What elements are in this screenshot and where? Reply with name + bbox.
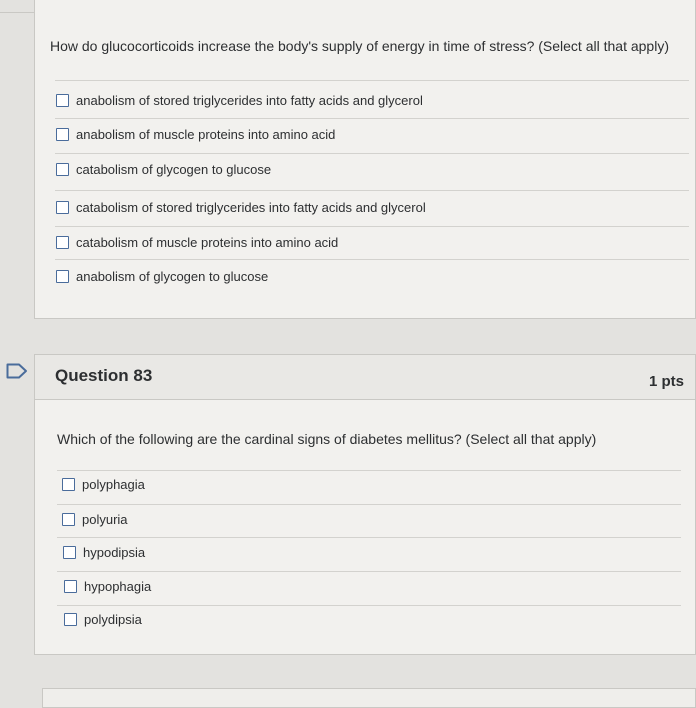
question-prompt: Which of the following are the cardinal signs of diabetes mellitus? (Select all that apply)	[57, 431, 597, 447]
checkbox-icon[interactable]	[56, 236, 69, 249]
question-prompt: How do glucocorticoids increase the body's supply of energy in time of stress? (Select all that apply)	[50, 38, 669, 54]
answer-option[interactable]	[56, 91, 423, 109]
question-panel-previous	[34, 0, 696, 319]
answer-option-label: catabolism of stored triglycerides into fatty acids and glycerol	[76, 199, 426, 215]
answer-option[interactable]	[56, 267, 268, 285]
divider	[55, 190, 689, 191]
divider	[55, 153, 689, 154]
checkbox-icon[interactable]	[56, 128, 69, 141]
answer-option[interactable]	[56, 125, 335, 143]
answer-option-label: catabolism of glycogen to glucose	[76, 161, 272, 177]
divider	[57, 537, 681, 538]
divider	[55, 118, 689, 119]
answer-option-label: anabolism of stored triglycerides into fatty acids and glycerol	[76, 92, 423, 108]
checkbox-icon[interactable]	[56, 94, 69, 107]
answer-option-label: polyuria	[82, 511, 128, 527]
checkbox-icon[interactable]	[56, 270, 69, 283]
checkbox-icon[interactable]	[63, 546, 76, 559]
checkbox-icon[interactable]	[56, 163, 69, 176]
answer-option-label: anabolism of muscle proteins into amino acid	[76, 126, 336, 142]
divider	[55, 259, 689, 260]
flag-icon[interactable]	[6, 363, 28, 379]
answer-option[interactable]	[56, 233, 338, 251]
answer-option[interactable]	[62, 510, 128, 528]
answer-option-label: hypophagia	[84, 578, 152, 594]
answer-option-label: anabolism of glycogen to glucose	[76, 268, 269, 284]
answer-option[interactable]	[64, 577, 151, 595]
checkbox-icon[interactable]	[64, 580, 77, 593]
checkbox-icon[interactable]	[62, 513, 75, 526]
answer-option[interactable]	[56, 160, 271, 178]
divider	[55, 80, 689, 81]
divider	[55, 226, 689, 227]
checkbox-icon[interactable]	[62, 478, 75, 491]
question-header	[35, 355, 695, 400]
divider	[57, 504, 681, 505]
answer-option[interactable]	[64, 610, 142, 628]
answer-option[interactable]	[63, 543, 145, 561]
checkbox-icon[interactable]	[56, 201, 69, 214]
answer-option-label: polyphagia	[82, 476, 145, 492]
question-panel-83	[34, 354, 696, 655]
answer-option[interactable]	[56, 198, 426, 216]
answer-option-label: hypodipsia	[83, 544, 146, 560]
question-title: Question 83	[55, 366, 153, 385]
answer-option-label: polydipsia	[84, 611, 142, 627]
divider	[57, 571, 681, 572]
question-panel-next	[42, 688, 696, 708]
divider	[57, 605, 681, 606]
divider	[57, 470, 681, 471]
question-points: 1 pts	[648, 373, 684, 390]
checkbox-icon[interactable]	[64, 613, 77, 626]
answer-option-label: catabolism of muscle proteins into amino acid	[76, 234, 339, 250]
answer-option[interactable]	[62, 475, 145, 493]
